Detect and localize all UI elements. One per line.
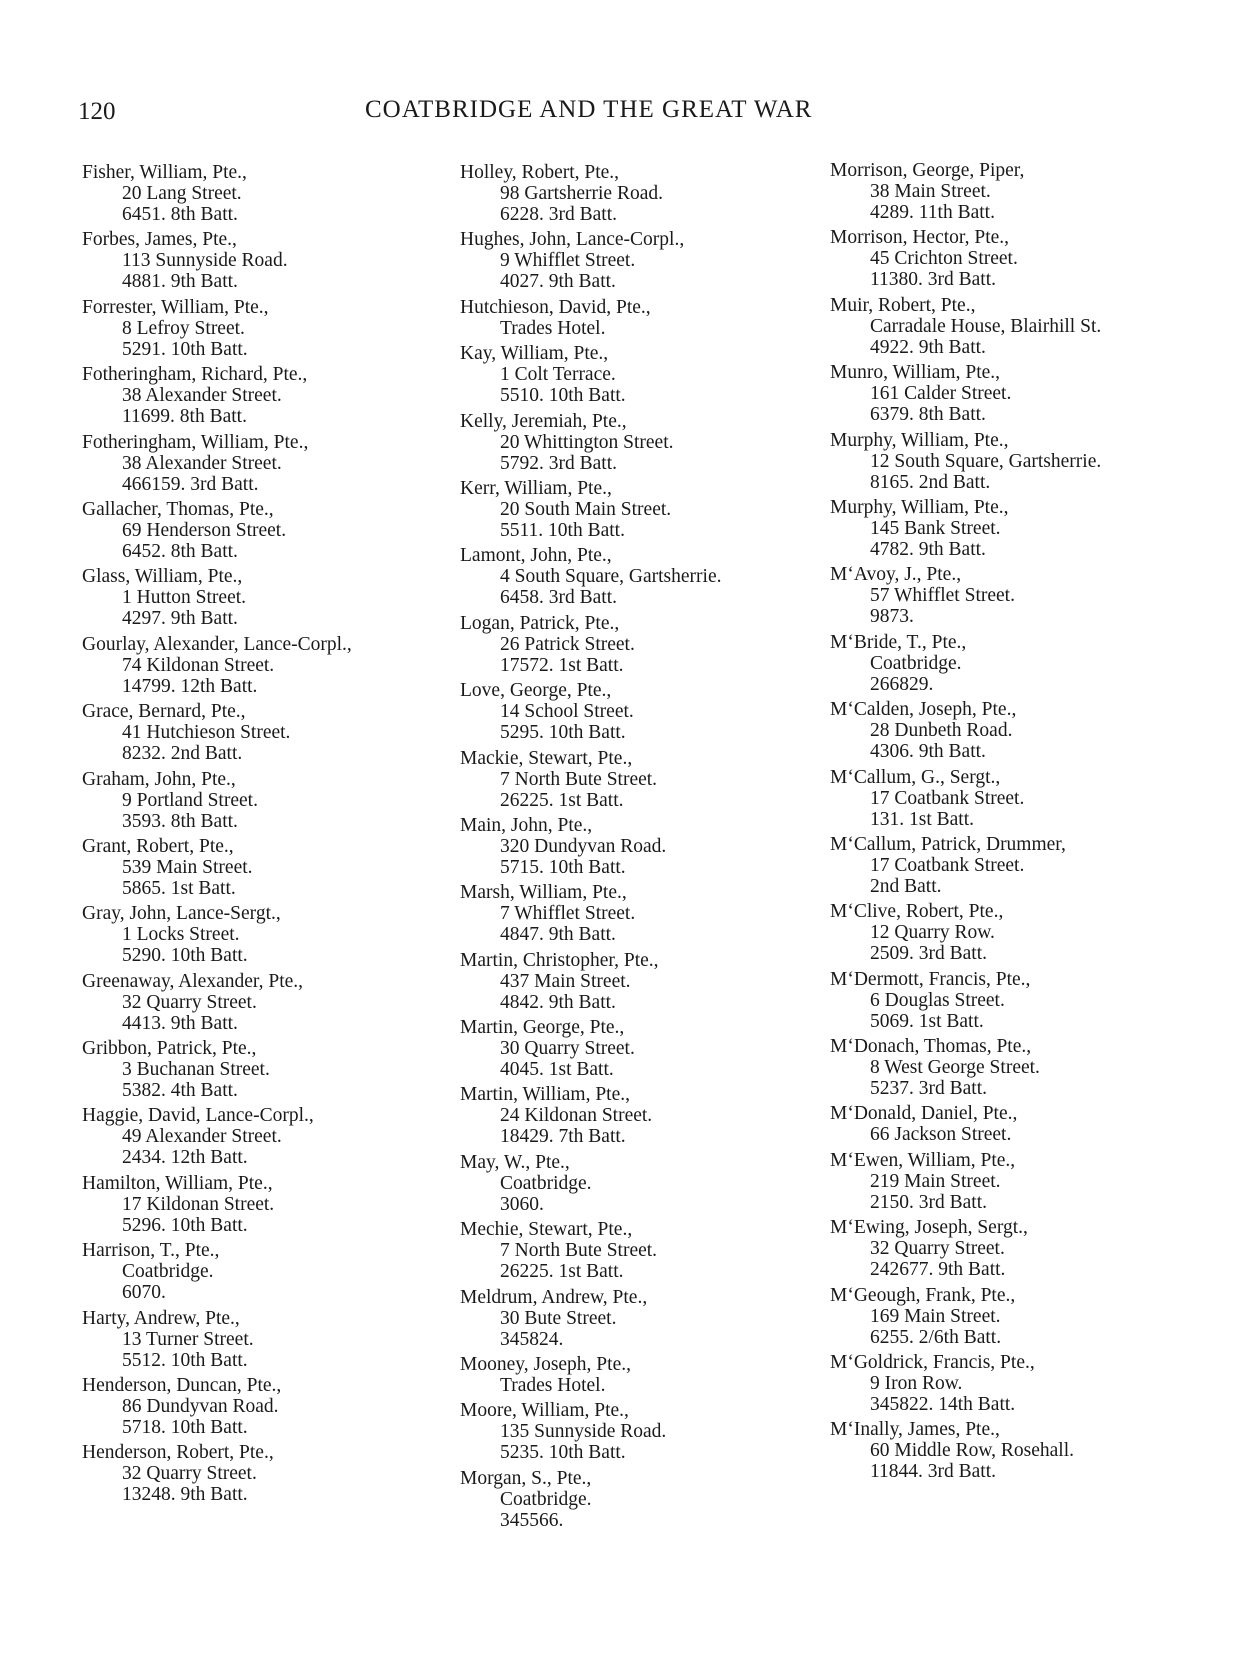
soldier-name: Forbes, James, Pte., <box>82 229 237 251</box>
soldier-name: Muir, Robert, Pte., <box>830 294 976 316</box>
soldier-service-number: 4842. 9th Batt. <box>500 991 616 1013</box>
roll-entry <box>460 297 722 339</box>
soldier-address: 32 Quarry Street. <box>870 1238 1005 1260</box>
roll-entry <box>830 295 1101 358</box>
roll-entry <box>460 1017 722 1080</box>
soldier-address: 7 North Bute Street. <box>500 768 658 790</box>
soldier-name: Morrison, Hector, Pte., <box>830 227 1010 249</box>
soldier-address: 9 Whifflet Street. <box>500 250 636 272</box>
soldier-service-number: 4027. 9th Batt. <box>500 271 616 293</box>
soldier-address: 8 Lefroy Street. <box>122 317 245 339</box>
roll-entry <box>82 701 352 764</box>
roll-entry <box>82 634 352 697</box>
soldier-address: 9 Iron Row. <box>870 1373 963 1395</box>
roll-column-3 <box>830 160 1101 1487</box>
soldier-name: Grant, Robert, Pte., <box>82 835 234 857</box>
roll-entry <box>830 699 1101 762</box>
soldier-service-number: 2150. 3rd Batt. <box>870 1191 987 1213</box>
soldier-name: Martin, William, Pte., <box>460 1084 631 1106</box>
soldier-service-number: 466159. 3rd Batt. <box>122 473 259 495</box>
soldier-service-number: 242677. 9th Batt. <box>870 1259 1006 1281</box>
soldier-address: 30 Bute Street. <box>500 1307 617 1329</box>
soldier-name: M‘Callum, G., Sergt., <box>830 766 1001 788</box>
soldier-address: 38 Main Street. <box>870 181 991 202</box>
soldier-name: Marsh, William, Pte., <box>460 882 627 904</box>
soldier-name: Holley, Robert, Pte., <box>460 162 620 183</box>
soldier-address: 169 Main Street. <box>870 1305 1001 1327</box>
soldier-address: 17 Kildonan Street. <box>122 1193 275 1215</box>
roll-entry <box>830 430 1101 493</box>
running-title: COATBRIDGE AND THE GREAT WAR <box>365 96 813 123</box>
soldier-address: 41 Hutchieson Street. <box>122 722 291 744</box>
soldier-address: 6 Douglas Street. <box>870 989 1005 1011</box>
roll-entry <box>82 1173 352 1236</box>
soldier-name: M‘Goldrick, Francis, Pte., <box>830 1352 1035 1374</box>
soldier-address: 7 North Bute Street. <box>500 1240 658 1262</box>
soldier-address: 4 South Square, Gartsherrie. <box>500 566 722 588</box>
soldier-name: M‘Inally, James, Pte., <box>830 1419 1000 1441</box>
soldier-name: M‘Geough, Frank, Pte., <box>830 1284 1016 1306</box>
soldier-address: 38 Alexander Street. <box>122 452 282 474</box>
soldier-service-number: 8232. 2nd Batt. <box>122 743 243 765</box>
soldier-service-number: 6070. <box>122 1282 166 1304</box>
soldier-name: Haggie, David, Lance-Corpl., <box>82 1105 314 1127</box>
soldier-address: 32 Quarry Street. <box>122 991 257 1013</box>
soldier-name: Grace, Bernard, Pte., <box>82 701 246 723</box>
soldier-service-number: 5295. 10th Batt. <box>500 722 626 744</box>
soldier-address: 32 Quarry Street. <box>122 1463 257 1485</box>
soldier-service-number: 6379. 8th Batt. <box>870 404 986 426</box>
soldier-name: Moore, William, Pte., <box>460 1400 629 1422</box>
soldier-name: Mechie, Stewart, Pte., <box>460 1219 633 1241</box>
roll-entry <box>460 1468 722 1531</box>
soldier-address: 539 Main Street. <box>122 856 253 878</box>
soldier-address: 98 Gartsherrie Road. <box>500 183 663 204</box>
soldier-address: 7 Whifflet Street. <box>500 903 636 925</box>
soldier-name: Morgan, S., Pte., <box>460 1467 592 1489</box>
soldier-address: 17 Coatbank Street. <box>870 854 1025 876</box>
soldier-address: 3 Buchanan Street. <box>122 1059 270 1081</box>
soldier-name: Graham, John, Pte., <box>82 768 236 790</box>
soldier-service-number: 4289. 11th Batt. <box>870 202 995 223</box>
soldier-service-number: 26225. 1st Batt. <box>500 789 624 811</box>
soldier-name: Harty, Andrew, Pte., <box>82 1307 240 1329</box>
roll-entry <box>830 901 1101 964</box>
soldier-service-number: 26225. 1st Batt. <box>500 1261 624 1283</box>
roll-entry <box>460 411 722 474</box>
soldier-name: Fotheringham, William, Pte., <box>82 431 309 453</box>
soldier-service-number: 11844. 3rd Batt. <box>870 1461 997 1483</box>
soldier-service-number: 4881. 9th Batt. <box>122 271 238 293</box>
soldier-name: Gallacher, Thomas, Pte., <box>82 498 274 520</box>
soldier-address: 74 Kildonan Street. <box>122 654 275 676</box>
soldier-service-number: 5511. 10th Batt. <box>500 519 625 541</box>
soldier-address: 60 Middle Row, Rosehall. <box>870 1440 1075 1462</box>
soldier-address: 161 Calder Street. <box>870 383 1012 405</box>
roll-entry <box>460 229 722 292</box>
roll-entry <box>830 227 1101 290</box>
soldier-address: Carradale House, Blairhill St. <box>870 315 1102 337</box>
roll-entry <box>830 969 1101 1032</box>
soldier-service-number: 4045. 1st Batt. <box>500 1059 614 1081</box>
roll-entry <box>82 971 352 1034</box>
roll-entry <box>82 364 352 427</box>
soldier-service-number: 13248. 9th Batt. <box>122 1484 248 1506</box>
soldier-address: Coatbridge. <box>500 1172 592 1194</box>
soldier-address: 30 Quarry Street. <box>500 1038 635 1060</box>
soldier-name: Logan, Patrick, Pte., <box>460 612 620 634</box>
soldier-service-number: 131. 1st Batt. <box>870 808 975 830</box>
roll-entry <box>830 362 1101 425</box>
soldier-address: 113 Sunnyside Road. <box>122 250 288 272</box>
soldier-name: Henderson, Robert, Pte., <box>82 1442 274 1464</box>
soldier-service-number: 5290. 10th Batt. <box>122 945 248 967</box>
soldier-name: M‘Donald, Daniel, Pte., <box>830 1103 1018 1125</box>
soldier-address: 24 Kildonan Street. <box>500 1105 653 1127</box>
roll-entry <box>82 297 352 360</box>
roll-entry <box>830 1352 1101 1415</box>
soldier-name: Munro, William, Pte., <box>830 362 1001 384</box>
soldier-service-number: 4413. 9th Batt. <box>122 1012 238 1034</box>
soldier-name: Greenaway, Alexander, Pte., <box>82 970 304 992</box>
soldier-name: Hamilton, William, Pte., <box>82 1172 273 1194</box>
soldier-name: M‘Clive, Robert, Pte., <box>830 901 1004 923</box>
soldier-service-number: 5237. 3rd Batt. <box>870 1078 987 1100</box>
soldier-address: Trades Hotel. <box>500 1375 606 1397</box>
soldier-address: 12 Quarry Row. <box>870 922 995 944</box>
page-number: 120 <box>78 98 116 125</box>
soldier-address: 135 Sunnyside Road. <box>500 1421 667 1443</box>
roll-column-2 <box>460 162 722 1535</box>
roll-entry <box>460 545 722 608</box>
soldier-service-number: 345822. 14th Batt. <box>870 1394 1016 1416</box>
soldier-address: 38 Alexander Street. <box>122 385 282 407</box>
soldier-service-number: 11380. 3rd Batt. <box>870 269 997 291</box>
soldier-service-number: 5291. 10th Batt. <box>122 338 248 360</box>
soldier-address: 45 Crichton Street. <box>870 248 1018 270</box>
soldier-service-number: 9873. <box>870 606 914 628</box>
soldier-name: Fisher, William, Pte., <box>82 162 247 183</box>
soldier-address: 20 Lang Street. <box>122 183 242 204</box>
roll-entry <box>460 882 722 945</box>
soldier-name: M‘Calden, Joseph, Pte., <box>830 699 1017 721</box>
soldier-service-number: 5069. 1st Batt. <box>870 1010 984 1032</box>
soldier-name: M‘Avoy, J., Pte., <box>830 564 962 586</box>
soldier-name: M‘Callum, Patrick, Drummer, <box>830 833 1066 855</box>
soldier-service-number: 11699. 8th Batt. <box>122 406 247 428</box>
roll-entry <box>830 1036 1101 1099</box>
roll-entry <box>460 1400 722 1463</box>
soldier-name: Morrison, George, Piper, <box>830 160 1025 181</box>
soldier-service-number: 4297. 9th Batt. <box>122 608 238 630</box>
roll-entry <box>460 950 722 1013</box>
soldier-service-number: 6451. 8th Batt. <box>122 204 238 225</box>
soldier-service-number: 5792. 3rd Batt. <box>500 452 617 474</box>
soldier-address: 14 School Street. <box>500 701 634 723</box>
roll-entry <box>830 1419 1101 1482</box>
soldier-service-number: 5235. 10th Batt. <box>500 1442 626 1464</box>
roll-column-1 <box>82 162 352 1510</box>
soldier-name: M‘Dermott, Francis, Pte., <box>830 968 1031 990</box>
soldier-name: Martin, Christopher, Pte., <box>460 949 659 971</box>
soldier-name: Mackie, Stewart, Pte., <box>460 747 633 769</box>
soldier-service-number: 6458. 3rd Batt. <box>500 587 617 609</box>
roll-entry <box>460 1219 722 1282</box>
roll-entry <box>460 1152 722 1215</box>
roll-entry <box>830 1103 1101 1145</box>
soldier-name: Murphy, William, Pte., <box>830 429 1009 451</box>
soldier-name: M‘Ewen, William, Pte., <box>830 1149 1016 1171</box>
soldier-service-number: 17572. 1st Batt. <box>500 654 624 676</box>
soldier-service-number: 4306. 9th Batt. <box>870 741 986 763</box>
soldier-address: 437 Main Street. <box>500 970 631 992</box>
soldier-service-number: 3593. 8th Batt. <box>122 810 238 832</box>
soldier-name: Meldrum, Andrew, Pte., <box>460 1286 648 1308</box>
soldier-address: Trades Hotel. <box>500 317 606 339</box>
roll-entry <box>460 815 722 878</box>
soldier-service-number: 345566. <box>500 1509 564 1531</box>
soldier-address: 8 West George Street. <box>870 1057 1040 1079</box>
soldier-address: 66 Jackson Street. <box>870 1124 1012 1146</box>
roll-entry <box>460 1084 722 1147</box>
soldier-service-number: 4922. 9th Batt. <box>870 336 986 358</box>
soldier-name: Forrester, William, Pte., <box>82 296 269 318</box>
roll-entry <box>830 160 1101 223</box>
soldier-name: May, W., Pte., <box>460 1151 570 1173</box>
soldier-name: M‘Donach, Thomas, Pte., <box>830 1036 1032 1058</box>
soldier-service-number: 8165. 2nd Batt. <box>870 471 991 493</box>
soldier-service-number: 5510. 10th Batt. <box>500 385 626 407</box>
soldier-name: Lamont, John, Pte., <box>460 545 612 567</box>
soldier-service-number: 266829. <box>870 673 934 695</box>
roll-entry <box>830 1150 1101 1213</box>
roll-entry <box>830 564 1101 627</box>
roll-entry <box>460 748 722 811</box>
roll-entry <box>830 632 1101 695</box>
roll-entry <box>82 1375 352 1438</box>
roll-entry <box>82 1038 352 1101</box>
soldier-name: Harrison, T., Pte., <box>82 1240 220 1262</box>
roll-entry <box>82 769 352 832</box>
soldier-address: 145 Bank Street. <box>870 517 1001 539</box>
soldier-service-number: 14799. 12th Batt. <box>122 675 258 697</box>
soldier-address: 57 Whifflet Street. <box>870 585 1015 607</box>
soldier-address: 320 Dundyvan Road. <box>500 835 667 857</box>
soldier-name: Main, John, Pte., <box>460 814 593 836</box>
soldier-service-number: 2434. 12th Batt. <box>122 1147 248 1169</box>
roll-entry <box>82 229 352 292</box>
roll-entry <box>460 613 722 676</box>
soldier-address: 17 Coatbank Street. <box>870 787 1025 809</box>
roll-entry <box>460 162 722 225</box>
roll-entry <box>830 767 1101 830</box>
soldier-service-number: 4782. 9th Batt. <box>870 538 986 560</box>
soldier-service-number: 6452. 8th Batt. <box>122 540 238 562</box>
roll-entry <box>82 499 352 562</box>
soldier-address: 86 Dundyvan Road. <box>122 1396 279 1418</box>
roll-entry <box>830 1285 1101 1348</box>
soldier-address: 28 Dunbeth Road. <box>870 720 1013 742</box>
roll-entry <box>82 566 352 629</box>
soldier-service-number: 5718. 10th Batt. <box>122 1417 248 1439</box>
soldier-service-number: 345824. <box>500 1328 564 1350</box>
soldier-name: Hughes, John, Lance-Corpl., <box>460 229 685 251</box>
soldier-address: 1 Locks Street. <box>122 924 240 946</box>
soldier-service-number: 5715. 10th Batt. <box>500 856 626 878</box>
soldier-name: Love, George, Pte., <box>460 680 612 702</box>
soldier-address: 26 Patrick Street. <box>500 633 635 655</box>
soldier-service-number: 5865. 1st Batt. <box>122 877 236 899</box>
soldier-name: M‘Ewing, Joseph, Sergt., <box>830 1217 1028 1239</box>
roll-entry <box>82 903 352 966</box>
soldier-name: Murphy, William, Pte., <box>830 496 1009 518</box>
roll-entry <box>830 834 1101 897</box>
soldier-name: Gray, John, Lance-Sergt., <box>82 903 281 925</box>
roll-entry <box>82 1105 352 1168</box>
soldier-address: Coatbridge. <box>500 1488 592 1510</box>
soldier-address: 12 South Square, Gartsherrie. <box>870 450 1102 472</box>
soldier-address: 9 Portland Street. <box>122 789 258 811</box>
roll-entry <box>82 1240 352 1303</box>
soldier-service-number: 2nd Batt. <box>870 875 942 897</box>
soldier-address: 69 Henderson Street. <box>122 519 287 541</box>
soldier-name: Kelly, Jeremiah, Pte., <box>460 410 627 432</box>
soldier-name: Hutchieson, David, Pte., <box>460 296 651 318</box>
soldier-service-number: 5512. 10th Batt. <box>122 1349 248 1371</box>
soldier-name: Gourlay, Alexander, Lance-Corpl., <box>82 633 352 655</box>
soldier-name: Gribbon, Patrick, Pte., <box>82 1038 257 1060</box>
soldier-name: Kay, William, Pte., <box>460 343 609 365</box>
soldier-service-number: 3060. <box>500 1193 544 1215</box>
roll-entry <box>82 432 352 495</box>
soldier-address: 20 Whittington Street. <box>500 431 674 453</box>
soldier-address: 1 Hutton Street. <box>122 587 247 609</box>
roll-entry <box>460 680 722 743</box>
roll-entry <box>830 1217 1101 1280</box>
soldier-service-number: 18429. 7th Batt. <box>500 1126 626 1148</box>
soldier-name: Henderson, Duncan, Pte., <box>82 1375 282 1397</box>
roll-entry <box>82 1442 352 1505</box>
soldier-address: 219 Main Street. <box>870 1170 1001 1192</box>
soldier-name: Mooney, Joseph, Pte., <box>460 1354 631 1376</box>
roll-entry <box>460 343 722 406</box>
soldier-service-number: 6255. 2/6th Batt. <box>870 1326 1002 1348</box>
soldier-address: 49 Alexander Street. <box>122 1126 282 1148</box>
roll-entry <box>460 1287 722 1350</box>
roll-entry <box>82 1308 352 1371</box>
soldier-address: 1 Colt Terrace. <box>500 364 616 386</box>
soldier-service-number: 6228. 3rd Batt. <box>500 204 617 225</box>
soldier-name: M‘Bride, T., Pte., <box>830 631 967 653</box>
soldier-name: Kerr, William, Pte., <box>460 477 612 499</box>
soldier-service-number: 5296. 10th Batt. <box>122 1214 248 1236</box>
soldier-service-number: 2509. 3rd Batt. <box>870 943 987 965</box>
soldier-name: Fotheringham, Richard, Pte., <box>82 364 308 386</box>
soldier-address: Coatbridge. <box>870 652 962 674</box>
roll-entry <box>82 162 352 225</box>
soldier-service-number: 4847. 9th Batt. <box>500 924 616 946</box>
soldier-address: Coatbridge. <box>122 1261 214 1283</box>
soldier-name: Glass, William, Pte., <box>82 566 243 588</box>
soldier-service-number: 5382. 4th Batt. <box>122 1080 238 1102</box>
soldier-address: 13 Turner Street. <box>122 1328 254 1350</box>
soldier-address: 20 South Main Street. <box>500 498 672 520</box>
roll-entry <box>460 478 722 541</box>
roll-entry <box>460 1354 722 1396</box>
roll-entry <box>82 836 352 899</box>
roll-entry <box>830 497 1101 560</box>
soldier-name: Martin, George, Pte., <box>460 1017 625 1039</box>
